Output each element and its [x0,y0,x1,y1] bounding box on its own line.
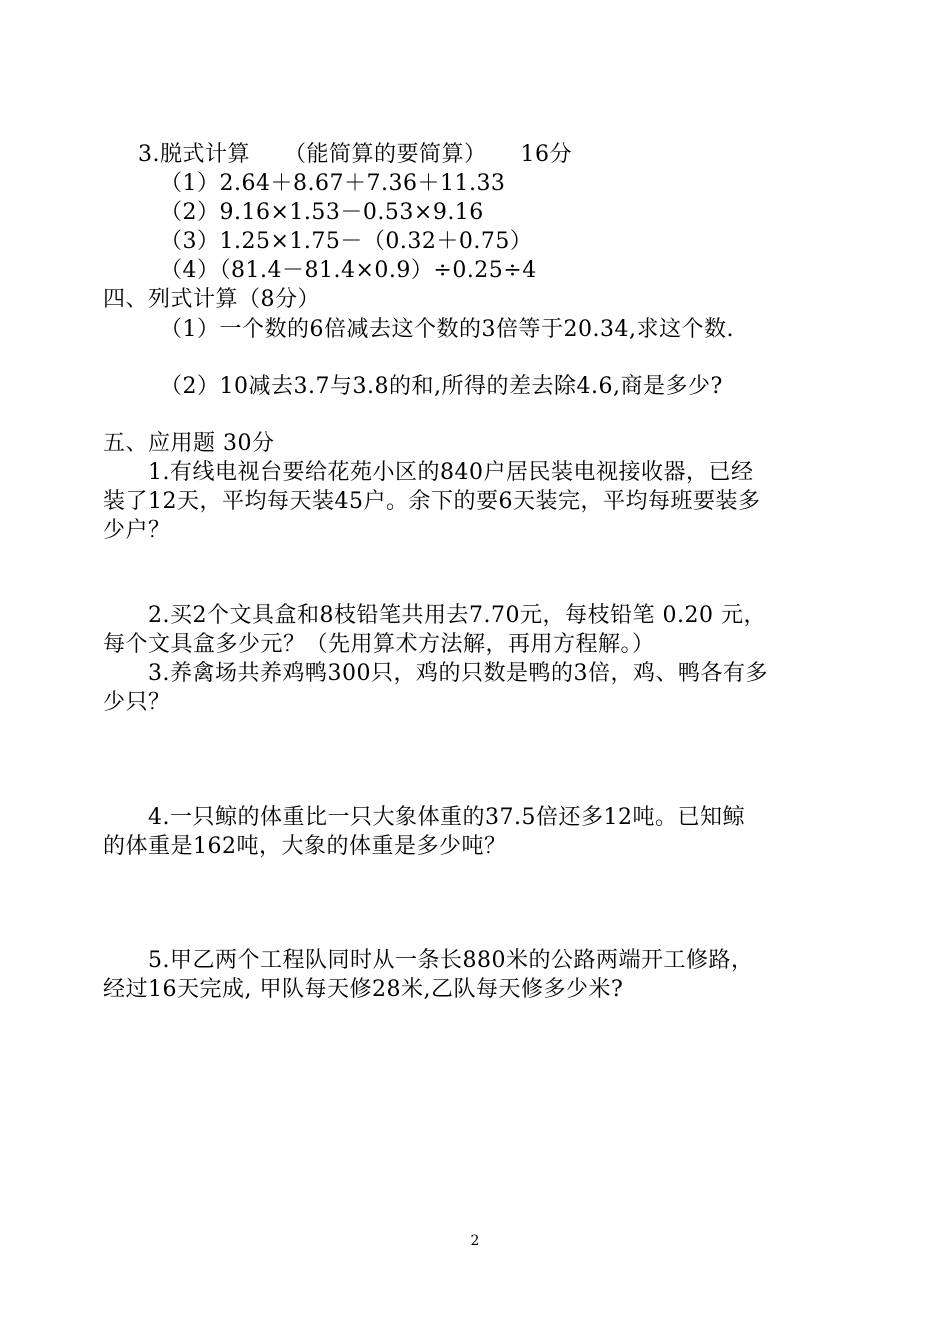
section3-item-4: （4）（81.4－81.4×0.9）÷0.25÷4 [160,258,537,283]
problem-3-line-2: 少只？ [103,690,171,715]
section5-title: 五、应用题 30分 [103,431,275,456]
page-number: 2 [470,1233,480,1249]
problem-4-line-2: 的体重是162吨，大象的体重是多少吨？ [103,834,507,859]
section3-item-2: （2）9.16×1.53－0.53×9.16 [160,200,484,225]
problem-2-line-1: 2.买2个文具盒和8枝铅笔共用去7.70元，每枝铅笔 0.20 元， [148,603,766,628]
problem-3-line-1: 3.养禽场共养鸡鸭300只，鸡的只数是鸭的3倍，鸡、鸭各有多 [148,661,768,686]
section3-title: 3.脱式计算 （能简算的要简算） 16分 [138,142,572,167]
problem-1-line-2: 装了12天，平均每天装45户。余下的要6天装完，平均每班要装多 [103,489,761,514]
section3-item-3: （3）1.25×1.75－（0.32＋0.75） [160,229,533,254]
section3-item-1: （1）2.64＋8.67＋7.36＋11.33 [160,171,506,196]
problem-1-line-1: 1.有线电视台要给花苑小区的840户居民装电视接收器，已经 [148,460,754,485]
section4-item-1: （1）一个数的6倍减去这个数的3倍等于20.34,求这个数. [160,317,734,342]
problem-4-line-1: 4.一只鲸的体重比一只大象体重的37.5倍还多12吨。已知鲸 [148,805,745,830]
problem-5-line-1: 5.甲乙两个工程队同时从一条长880米的公路两端开工修路， [148,948,754,973]
section4-item-2: （2）10减去3.7与3.8的和,所得的差去除4.6,商是多少? [160,374,723,399]
problem-1-line-3: 少户？ [103,518,171,543]
problem-2-line-2: 每个文具盒多少元？（先用算术方法解，再用方程解。） [103,632,655,657]
section4-title: 四、列式计算（8分） [103,287,320,312]
problem-5-line-2: 经过16天完成, 甲队每天修28米,乙队每天修多少米? [103,977,624,1002]
